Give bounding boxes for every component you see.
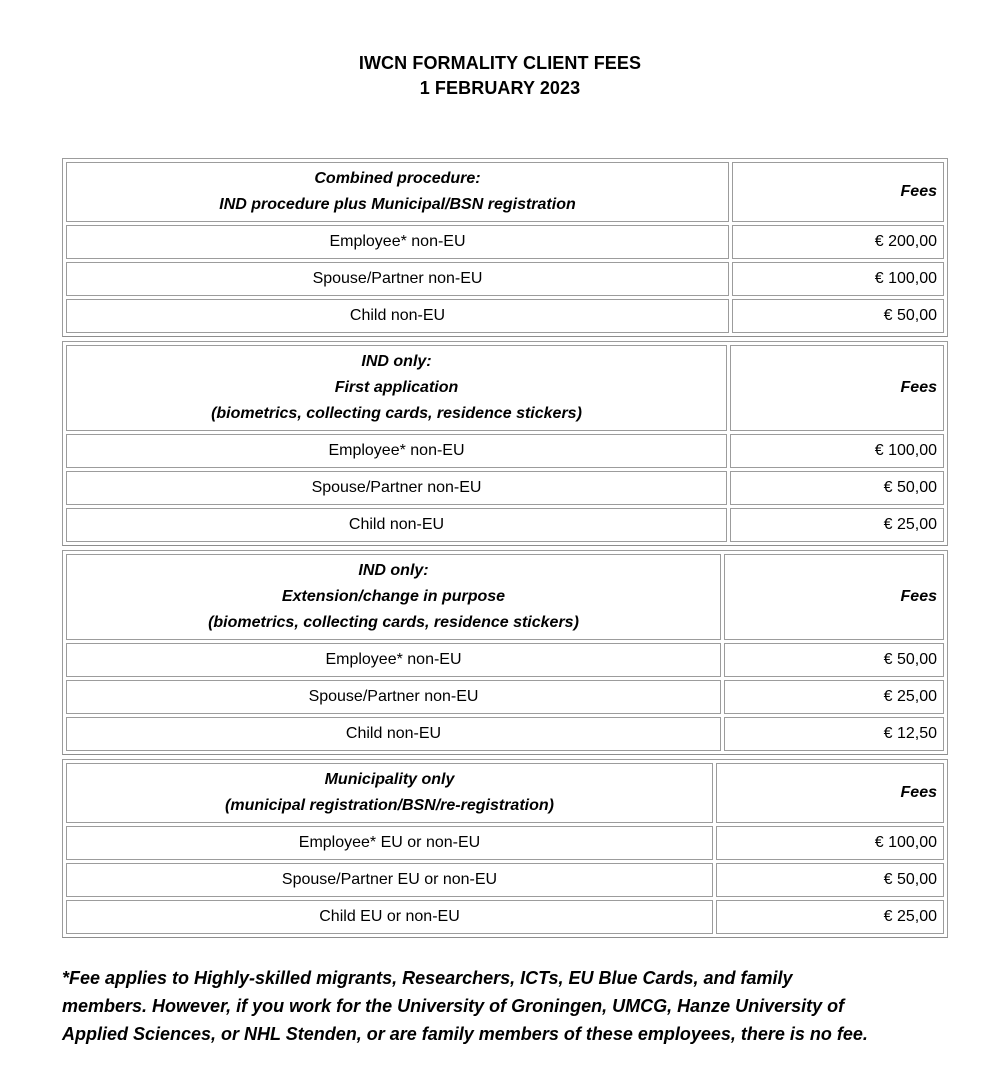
- table-row: [66, 680, 944, 714]
- document-title: [0, 0, 1000, 101]
- row-fee: € 100,00: [732, 262, 944, 296]
- table-title-line: (biometrics, collecting cards, residence stickers): [208, 614, 579, 631]
- table-header-title-cell: [66, 554, 721, 640]
- table-row: [66, 900, 944, 934]
- row-label: Employee* EU or non-EU: [66, 826, 713, 860]
- table-title-line: (biometrics, collecting cards, residence stickers): [211, 405, 582, 422]
- table-title-line: IND only:: [358, 562, 429, 579]
- table-title-line: IND only:: [361, 353, 432, 370]
- fees-tables-section: [62, 158, 946, 938]
- table-row: [66, 826, 944, 860]
- table-row: [66, 225, 944, 259]
- row-fee: € 100,00: [716, 826, 944, 860]
- row-fee: € 50,00: [730, 471, 944, 505]
- table-row: [66, 717, 944, 751]
- table-row: [66, 643, 944, 677]
- row-fee: € 50,00: [732, 299, 944, 333]
- table-row: [66, 262, 944, 296]
- row-label: Spouse/Partner non-EU: [66, 471, 727, 505]
- footnote-line: *Fee applies to Highly-skilled migrants, Researchers, ICTs, EU Blue Cards, and family: [62, 968, 793, 988]
- row-label: Child EU or non-EU: [66, 900, 713, 934]
- fees-column-header: Fees: [730, 345, 944, 431]
- table-ind-extension: [62, 550, 948, 755]
- table-row: [66, 434, 944, 468]
- footnote-line: members. However, if you work for the University of Groningen, UMCG, Hanze University of: [62, 996, 845, 1016]
- row-label: Employee* non-EU: [66, 643, 721, 677]
- table-title-line: (municipal registration/BSN/re-registration): [225, 797, 554, 814]
- row-label: Employee* non-EU: [66, 225, 729, 259]
- table-header-title-cell: [66, 162, 729, 222]
- table-municipality-only: [62, 759, 948, 938]
- row-fee: € 25,00: [716, 900, 944, 934]
- table-header-title-cell: [66, 345, 727, 431]
- table-title-line: Extension/change in purpose: [281, 588, 506, 605]
- table-header-title-cell: [66, 763, 713, 823]
- document-title-line1: IWCN FORMALITY CLIENT FEES: [358, 53, 642, 73]
- table-title-line: Combined procedure:: [314, 170, 481, 187]
- row-fee: € 50,00: [716, 863, 944, 897]
- fees-column-header: Fees: [716, 763, 944, 823]
- table-header-row: [66, 763, 944, 823]
- row-label: Child non-EU: [66, 717, 721, 751]
- table-row: [66, 299, 944, 333]
- footnote: [62, 964, 962, 1048]
- row-label: Spouse/Partner non-EU: [66, 262, 729, 296]
- row-label: Child non-EU: [66, 508, 727, 542]
- table-title-line: First application: [334, 379, 459, 396]
- row-fee: € 25,00: [724, 680, 944, 714]
- row-label: Spouse/Partner EU or non-EU: [66, 863, 713, 897]
- table-header-row: [66, 345, 944, 431]
- table-title-line: Municipality only: [324, 771, 455, 788]
- fees-column-header: Fees: [732, 162, 944, 222]
- row-label: Employee* non-EU: [66, 434, 727, 468]
- table-row: [66, 471, 944, 505]
- table-header-row: [66, 554, 944, 640]
- row-label: Child non-EU: [66, 299, 729, 333]
- row-fee: € 200,00: [732, 225, 944, 259]
- row-fee: € 50,00: [724, 643, 944, 677]
- row-fee: € 100,00: [730, 434, 944, 468]
- table-row: [66, 508, 944, 542]
- table-ind-first-application: [62, 341, 948, 546]
- row-fee: € 25,00: [730, 508, 944, 542]
- table-row: [66, 863, 944, 897]
- row-fee: € 12,50: [724, 717, 944, 751]
- document-title-line2: 1 FEBRUARY 2023: [419, 78, 581, 98]
- fees-column-header: Fees: [724, 554, 944, 640]
- row-label: Spouse/Partner non-EU: [66, 680, 721, 714]
- table-title-line: IND procedure plus Municipal/BSN registration: [219, 196, 576, 213]
- table-combined-procedure: [62, 158, 948, 337]
- table-header-row: [66, 162, 944, 222]
- footnote-line: Applied Sciences, or NHL Stenden, or are family members of these employees, there is no fee.: [62, 1024, 868, 1044]
